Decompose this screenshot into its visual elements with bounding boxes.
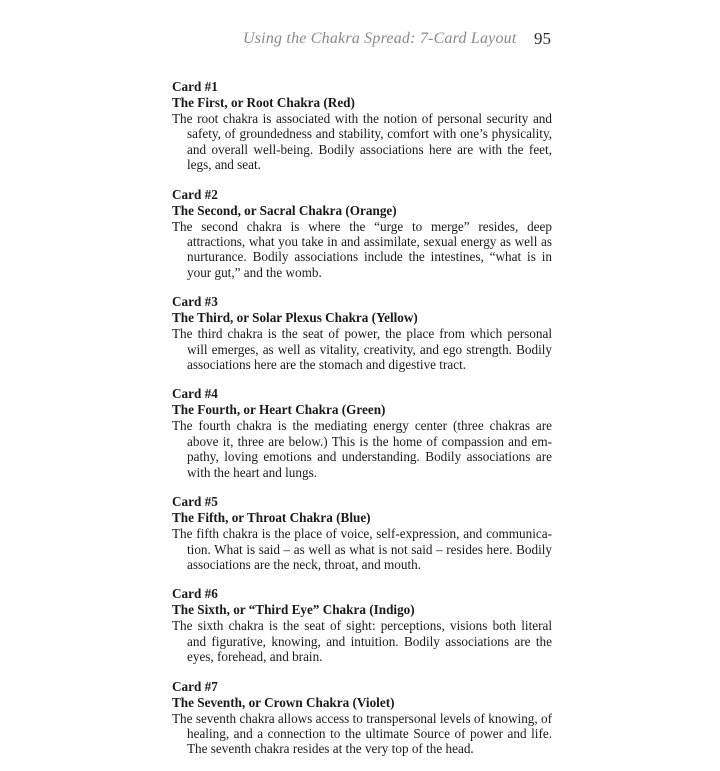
- card-number: Card #2: [172, 186, 218, 202]
- card-number: Card #1: [172, 79, 218, 94]
- card-title: The Fifth, or Throat Chakra (Blue): [172, 510, 371, 526]
- card-list: [172, 79, 552, 771]
- card-description: The seventh chakra allows access to transpersonal levels of knowing, of healing, and a connection to the ultimate Source of power and life. The seventh chakra resides at the very top of the head.: [172, 710, 552, 757]
- page-number: 95: [534, 29, 551, 48]
- card-title: The Third, or Solar Plexus Chakra (Yellow): [172, 310, 418, 326]
- card-description: The second chakra is where the “urge to merge” resides, deep attractions, what you take in and assimilate, sexual energy as well as nurturance. Bodily associations include the intestines, “what is in your gut,” and the womb.: [172, 218, 552, 280]
- card-description: The fifth chakra is the place of voice, self-expression, and communication. What is said – as well as what is not said – resides here. Bodily associations are the neck, throat, and mouth.: [172, 526, 552, 572]
- card-title: The Fourth, or Heart Chakra (Green): [172, 402, 386, 418]
- card-title: The Sixth, or “Third Eye” Chakra (Indigo): [172, 602, 415, 618]
- card-number: Card #7: [172, 678, 218, 694]
- card-entry-5: [172, 494, 552, 572]
- card-number: Card #3: [172, 294, 218, 310]
- card-entry-3: [172, 294, 552, 372]
- card-number: Card #6: [172, 586, 218, 602]
- card-description: The third chakra is the seat of power, the place from which personal will emerges, as well as vitality, creativity, and ego strength. Bodily associations here are the stomach and digestive tract.: [172, 326, 552, 373]
- card-title: The Second, or Sacral Chakra (Orange): [172, 202, 397, 218]
- card-entry-2: [172, 187, 552, 281]
- card-title: The Seventh, or Crown Chakra (Violet): [172, 694, 395, 710]
- card-title: The First, or Root Chakra (Red): [172, 95, 355, 110]
- card-description: The root chakra is associated with the notion of personal security and safety, of groundedness and stability, comfort with one’s physicality, and overall well-being. Bodily associations here are with the feet, legs, and seat.: [172, 111, 552, 173]
- card-entry-1: [172, 79, 552, 173]
- card-number: Card #5: [172, 494, 218, 510]
- card-entry-4: [172, 386, 552, 480]
- card-entry-7: [172, 679, 552, 757]
- card-description: The fourth chakra is the mediating energy center (three chakras are above it, three are below.) This is the home of compassion and empathy, loving emotions and understanding. Bodily associations are with the heart and lungs.: [172, 418, 552, 480]
- running-head: Using the Chakra Spread: 7-Card Layout: [243, 30, 517, 47]
- card-entry-6: [172, 586, 552, 664]
- card-number: Card #4: [172, 386, 218, 402]
- card-description: The sixth chakra is the seat of sight: perceptions, visions both literal and figurative, knowing, and intuition. Bodily associations are the eyes, forehead, and brain.: [172, 618, 552, 665]
